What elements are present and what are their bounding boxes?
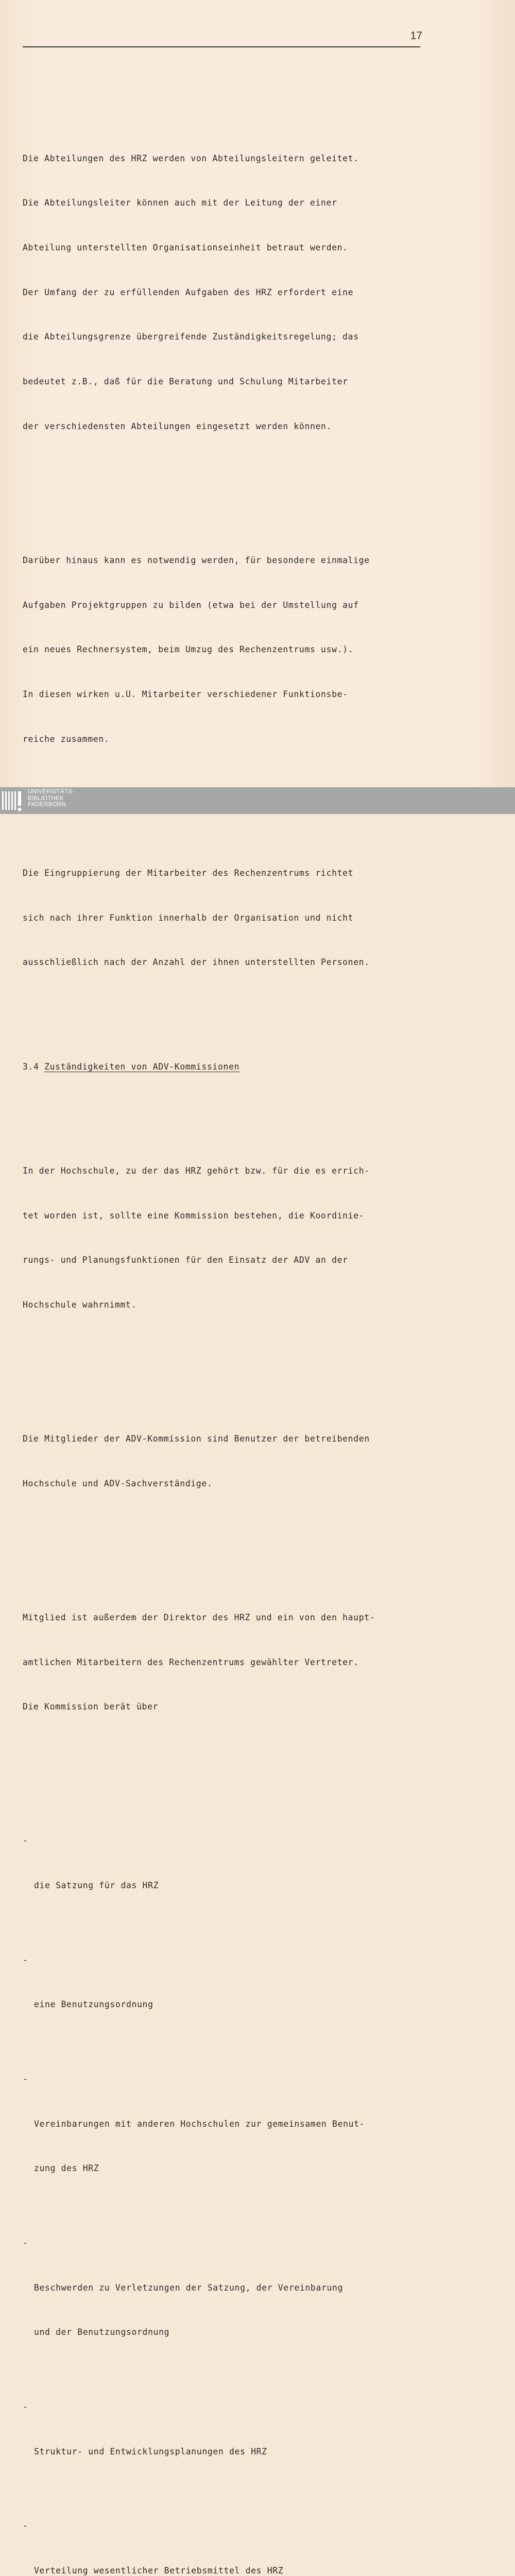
text-line: und der Benutzungsordnung — [34, 2327, 170, 2337]
list-item — [23, 2072, 419, 2206]
text-line: Verteilung wesentlicher Betriebsmittel des HRZ — [34, 2565, 284, 2575]
text-line: Die Abteilungen des HRZ werden von Abteilungsleitern geleitet. — [23, 153, 359, 163]
text-line: Die Eingruppierung der Mitarbeiter des Rechenzentrums richtet — [23, 868, 354, 878]
library-logo-text — [28, 789, 74, 808]
text-line: Darüber hinaus kann es notwendig werden, für besondere einmalige — [23, 555, 370, 565]
paragraph — [23, 523, 419, 776]
logo-line: BIBLIOTHEK — [28, 795, 64, 802]
text-line: Hochschule wahrnimmt. — [23, 1299, 137, 1310]
text-line: tet worden ist, sollte eine Kommission bestehen, die Koordinie- — [23, 1210, 365, 1221]
dash-bullet: - — [23, 2074, 28, 2084]
text-line: Beschwerden zu Verletzungen der Satzung, der Vereinbarung — [34, 2282, 344, 2293]
text-line: ein neues Rechnersystem, beim Umzug des Rechenzentrums usw.). — [23, 645, 354, 655]
text-line: In der Hochschule, zu der das HRZ gehört bzw. für die es errich- — [23, 1165, 370, 1176]
logo-line: UNIVERSITÄTS- — [28, 789, 75, 795]
paragraph — [23, 122, 419, 464]
paragraph — [23, 1402, 419, 1521]
text-line: Der Umfang der zu erfüllenden Aufgaben des HRZ erfordert eine — [23, 287, 354, 297]
text-line: zung des HRZ — [34, 2163, 99, 2174]
text-line: eine Benutzungsordnung — [34, 1999, 153, 2010]
text-line: Die Kommission berät über — [23, 1702, 159, 1712]
text-line: Aufgaben Projektgruppen zu bilden (etwa bei der Umstellung auf — [23, 600, 359, 610]
text-line: sich nach ihrer Funktion innerhalb der Organisation und nicht — [23, 912, 354, 923]
dash-bullet: - — [23, 2238, 28, 2248]
page-number: 17 — [410, 30, 422, 42]
bullet-list — [23, 1804, 419, 2576]
section-number: 3.4 — [23, 1061, 39, 1072]
text-line: Abteilung unterstellten Organisationseinheit betraut werden. — [23, 242, 348, 252]
text-line: die Satzung für das HRZ — [34, 1880, 159, 1891]
section-title: Zuständigkeiten von ADV-Kommissionen — [44, 1061, 240, 1072]
text-line: der verschiedensten Abteilungen eingesetzt werden können. — [23, 421, 332, 431]
logo-line: PADERBORN — [28, 802, 66, 808]
text-line: Die Abteilungsleiter können auch mit der Leitung der einer — [23, 198, 337, 208]
library-logo-icon — [2, 789, 25, 812]
list-item — [23, 1834, 419, 1923]
list-item — [23, 1953, 419, 2042]
text-line: bedeutet z.B., daß für die Beratung und Schulung Mitarbeiter — [23, 377, 348, 387]
paragraph — [23, 836, 419, 1000]
text-line: die Abteilungsgrenze übergreifende Zuständigkeitsregelung; das — [23, 332, 359, 342]
text-line: Mitglied ist außerdem der Direktor des HRZ und ein von den haupt- — [23, 1612, 375, 1622]
text-line: Vereinbarungen mit anderen Hochschulen zur gemeinsamen Benut- — [34, 2119, 365, 2129]
dash-bullet: - — [23, 2401, 28, 2412]
paragraph — [23, 1581, 419, 1744]
list-item — [23, 2519, 419, 2576]
text-line: reiche zusammen. — [23, 734, 110, 744]
list-item — [23, 2400, 419, 2489]
text-line: ausschließlich nach der Anzahl der ihnen unterstellten Personen. — [23, 957, 370, 968]
text-line: amtlichen Mitarbeitern des Rechenzentrums gewählter Vertreter. — [23, 1657, 359, 1667]
dash-bullet: - — [23, 1836, 28, 1846]
text-line: rungs- und Planungsfunktionen für den Einsatz der ADV an der — [23, 1255, 348, 1265]
text-line: Die Mitglieder der ADV-Kommission sind Benutzer der betreibenden — [23, 1434, 370, 1444]
text-line: In diesen wirken u.U. Mitarbeiter verschiedener Funktionsbe- — [23, 689, 348, 699]
paragraph — [23, 1134, 419, 1343]
library-footer-bar — [0, 787, 515, 814]
text-line: Struktur- und Entwicklungsplanungen des HRZ — [34, 2446, 267, 2456]
section-heading — [23, 1060, 419, 1075]
list-item — [23, 2236, 419, 2370]
text-line: Hochschule und ADV-Sachverständige. — [23, 1478, 213, 1488]
dash-bullet: - — [23, 2521, 28, 2531]
header-rule — [23, 46, 420, 47]
document-body — [23, 77, 419, 2576]
dash-bullet: - — [23, 1955, 28, 1965]
